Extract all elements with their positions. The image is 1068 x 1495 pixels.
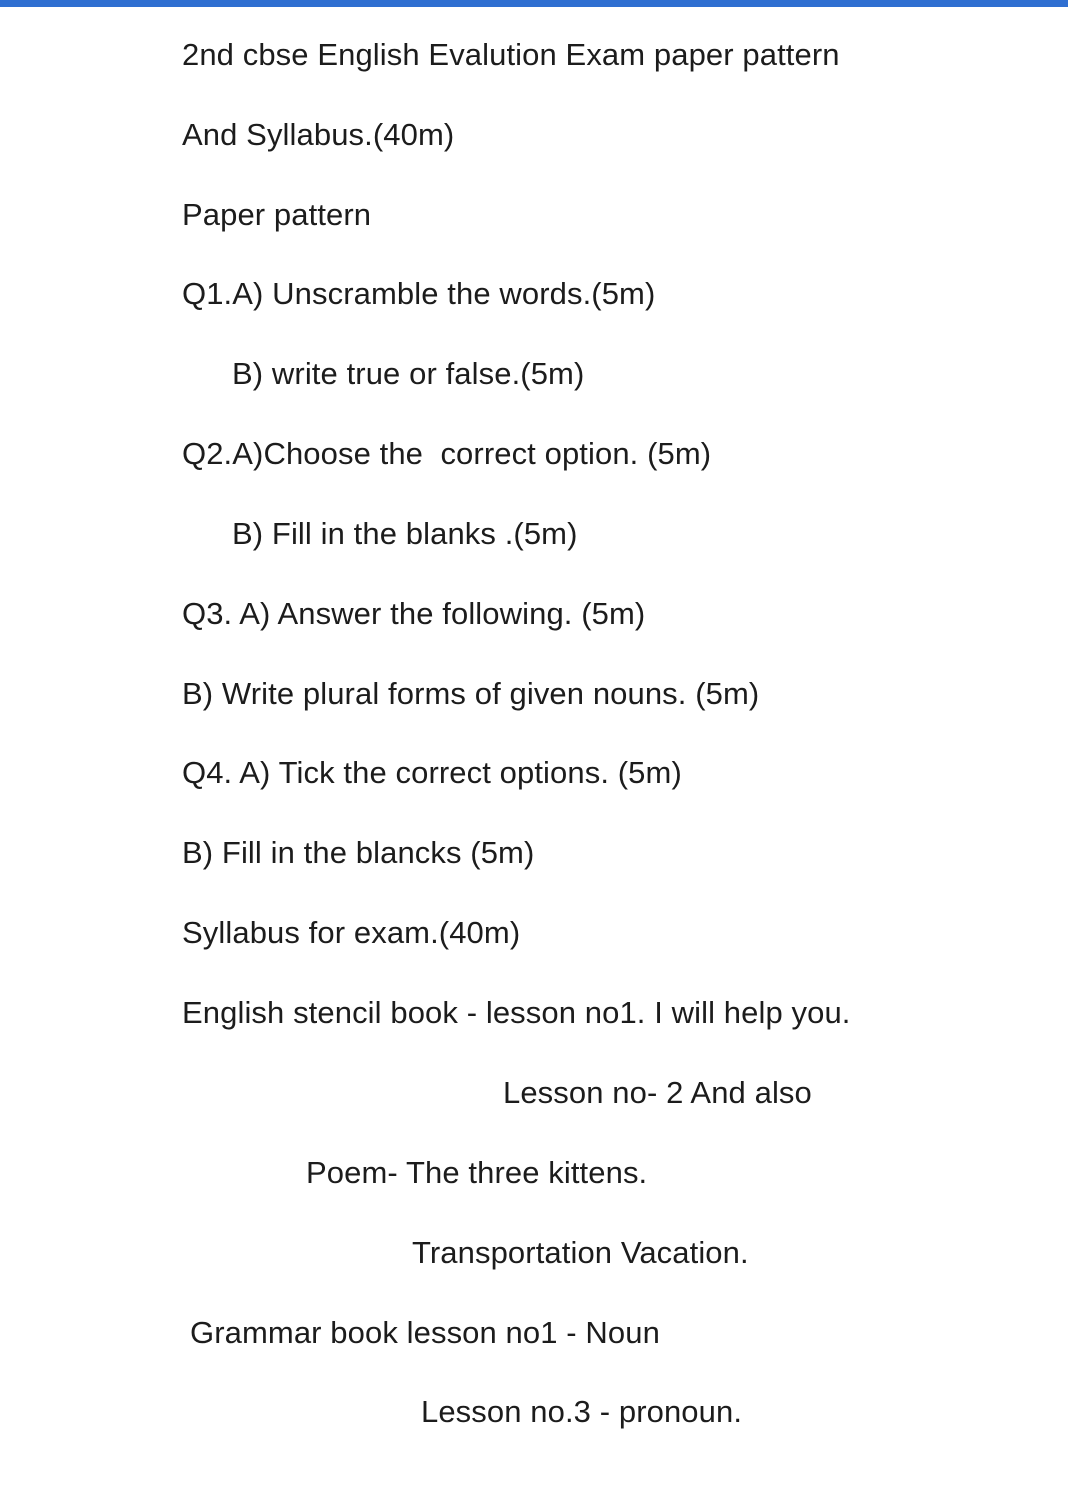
syllabus-poem: Poem- The three kittens. [306, 1155, 648, 1190]
question-1b: B) write true or false.(5m) [232, 356, 585, 391]
question-4a: Q4. A) Tick the correct options. (5m) [182, 755, 682, 790]
syllabus-transportation: Transportation Vacation. [412, 1235, 749, 1270]
paper-pattern-heading: Paper pattern [182, 197, 372, 232]
syllabus-lesson-2: Lesson no- 2 And also [503, 1075, 812, 1110]
question-3a: Q3. A) Answer the following. (5m) [182, 596, 646, 631]
question-1a: Q1.A) Unscramble the words.(5m) [182, 276, 656, 311]
syllabus-grammar-noun: Grammar book lesson no1 - Noun [190, 1315, 660, 1350]
question-3b: B) Write plural forms of given nouns. (5m) [182, 676, 760, 711]
document-title-line-1: 2nd cbse English Evalution Exam paper pattern [182, 37, 840, 72]
question-4b: B) Fill in the blancks (5m) [182, 835, 535, 870]
syllabus-english-stencil: English stencil book - lesson no1. I will help you. [182, 995, 851, 1030]
syllabus-grammar-pronoun: Lesson no.3 - pronoun. [421, 1394, 743, 1429]
document-title-line-2: And Syllabus.(40m) [182, 117, 455, 152]
syllabus-heading: Syllabus for exam.(40m) [182, 915, 521, 950]
top-accent-bar [0, 0, 1068, 7]
question-2b: B) Fill in the blanks .(5m) [232, 516, 578, 551]
question-2a: Q2.A)Choose the correct option. (5m) [182, 436, 712, 471]
